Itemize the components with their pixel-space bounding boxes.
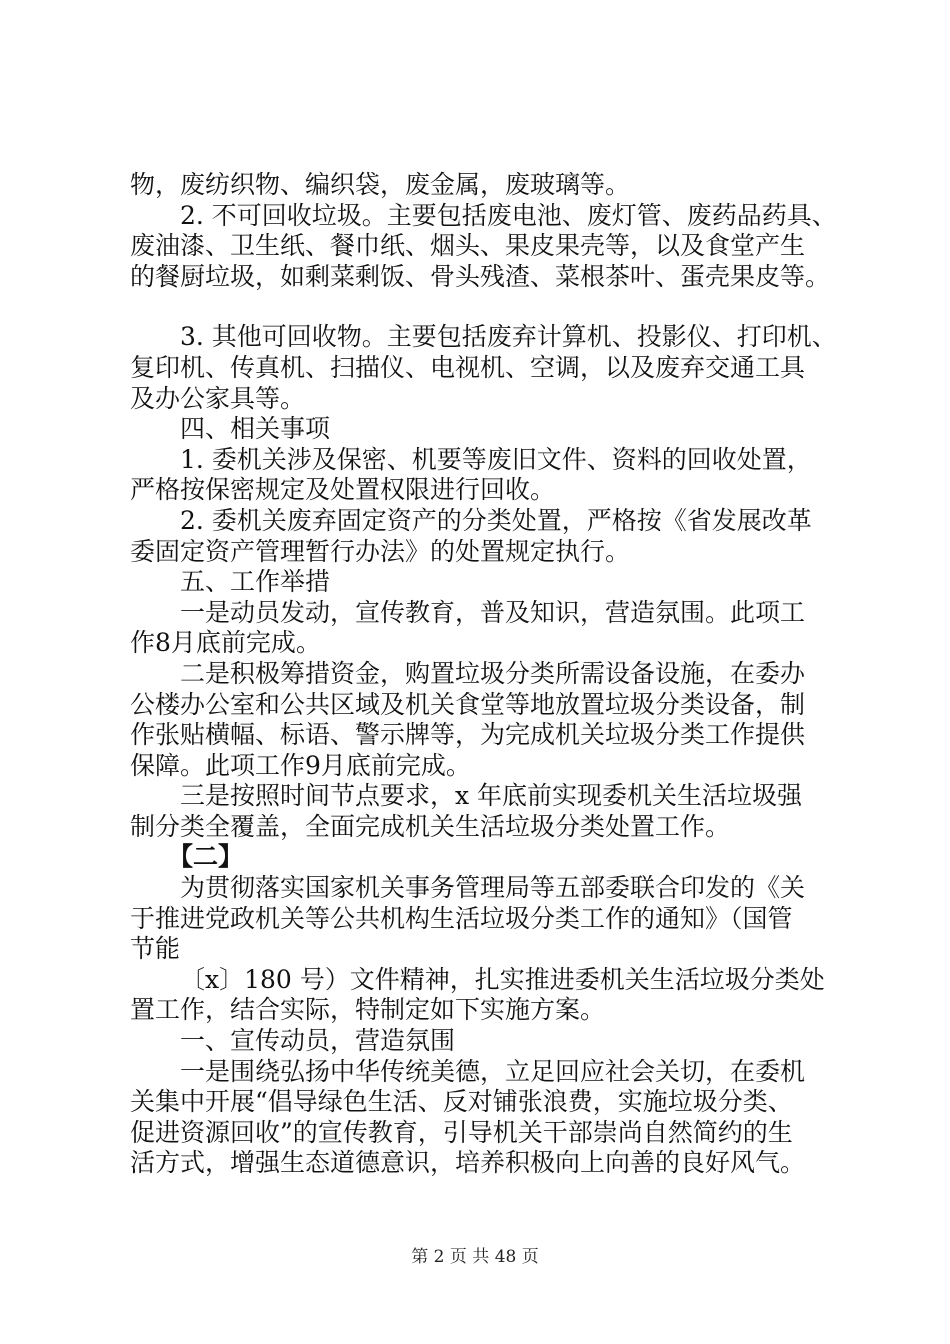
body-line: 为贯彻落实国家机关事务管理局等五部委联合印发的《关 <box>180 873 806 903</box>
body-line: 保障。此项工作9月底前完成。 <box>130 750 471 780</box>
body-line: 〔x〕180 号）文件精神，扎实推进委机关生活垃圾分类处 <box>180 964 825 994</box>
body-line: 委固定资产管理暂行办法》的处置规定执行。 <box>130 536 631 566</box>
body-line: 2. 委机关废弃固定资产的分类处置，严格按《省发展改革 <box>180 505 812 535</box>
body-line: 废油漆、卫生纸、餐巾纸、烟头、果皮果壳等，以及食堂产生 <box>130 231 806 261</box>
body-line: 严格按保密规定及处置权限进行回收。 <box>130 475 556 505</box>
body-line: 复印机、传真机、扫描仪、电视机、空调，以及废弃交通工具 <box>130 352 806 382</box>
body-line: 的餐厨垃圾，如剩菜剩饭、骨头残渣、菜根茶叶、蛋壳果皮等。 <box>130 261 831 291</box>
part-heading: 【二】 <box>168 842 244 872</box>
body-line: 三是按照时间节点要求，x 年底前实现委机关生活垃圾强 <box>180 781 803 811</box>
body-line: 二是积极筹措资金，购置垃圾分类所需设备设施，在委办 <box>180 658 806 688</box>
body-line: 节能 <box>130 934 181 964</box>
section-heading: 五、工作举措 <box>180 567 331 597</box>
section-heading: 一、宣传动员，营造氛围 <box>180 1026 456 1056</box>
document-body <box>130 170 850 1179</box>
body-line: 一是围绕弘扬中华传统美德，立足回应社会关切，在委机 <box>180 1056 806 1086</box>
page-number-footer: 第 2 页 共 48 页 <box>411 1247 539 1267</box>
body-line: 3. 其他可回收物。主要包括废弃计算机、投影仪、打印机、 <box>180 322 837 352</box>
body-line: 促进资源回收”的宣传教育，引导机关干部崇尚自然简约的生 <box>130 1117 793 1147</box>
body-line: 于推进党政机关等公共机构生活垃圾分类工作的通知》（国管 <box>130 903 793 933</box>
body-line: 置工作，结合实际，特制定如下实施方案。 <box>130 995 606 1025</box>
paragraph-gap <box>130 292 850 322</box>
body-line: 2. 不可回收垃圾。主要包括废电池、废灯管、废药品药具、 <box>180 200 837 230</box>
body-line: 1. 委机关涉及保密、机要等废旧文件、资料的回收处置， <box>180 444 812 474</box>
body-line: 作8月底前完成。 <box>130 628 321 658</box>
body-line: 公楼办公室和公共区域及机关食堂等地放置垃圾分类设备，制 <box>130 689 806 719</box>
body-line: 关集中开展“倡导绿色生活、反对铺张浪费，实施垃圾分类、 <box>130 1087 793 1117</box>
body-line: 及办公家具等。 <box>130 383 306 413</box>
body-line: 作张贴横幅、标语、警示牌等，为完成机关垃圾分类工作提供 <box>130 720 806 750</box>
body-line: 物，废纺织物、编织袋，废金属，废玻璃等。 <box>130 170 631 199</box>
body-line: 活方式，增强生态道德意识，培养积极向上向善的良好风气。 <box>130 1148 806 1178</box>
body-line: 制分类全覆盖，全面完成机关生活垃圾分类处置工作。 <box>130 811 731 841</box>
body-line: 一是动员发动，宣传教育，普及知识，营造氛围。此项工 <box>180 597 806 627</box>
section-heading: 四、相关事项 <box>180 414 331 444</box>
